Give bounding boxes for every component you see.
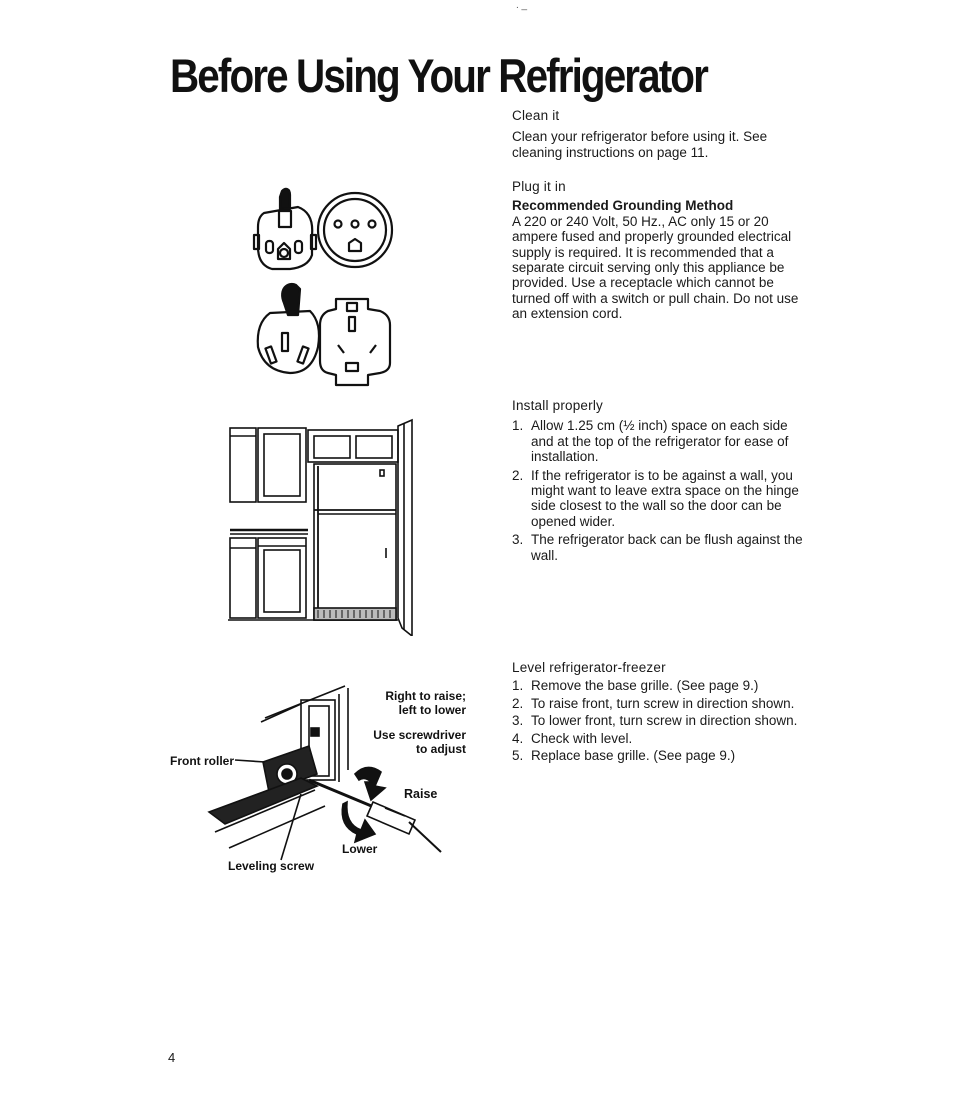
list-item — [512, 713, 812, 728]
clean-text: Clean your refrigerator before using it. See cleaning instructions on page 11. — [512, 129, 768, 160]
list-number: 2. — [512, 467, 524, 483]
list-number: 2. — [512, 695, 524, 711]
label-line: Right to raise; — [385, 689, 466, 703]
list-item — [512, 468, 810, 530]
top-mark: . _ — [516, 0, 528, 11]
list-text: Allow 1.25 cm (½ inch) space on each side and at the top of the refrigerator for ease of installation. — [531, 418, 789, 465]
list-text: Replace base grille. (See page 9.) — [531, 748, 736, 764]
clean-section — [512, 108, 812, 160]
list-item — [512, 748, 812, 763]
install-heading: Install properly — [512, 398, 603, 413]
list-number: 5. — [512, 748, 524, 764]
leveling-screw-label: Leveling screw — [228, 859, 315, 873]
installation-illustration — [228, 418, 418, 636]
level-list — [512, 678, 812, 763]
refrigerator-icon — [314, 464, 396, 620]
lower-label: Lower — [342, 842, 378, 856]
list-number: 1. — [512, 678, 524, 694]
label-line: to adjust — [416, 742, 466, 756]
side-panel — [398, 420, 412, 636]
grounding-subheading: Recommended Grounding Method — [512, 198, 734, 214]
list-text: The refrigerator back can be flush against the wall. — [531, 532, 803, 563]
list-item — [512, 532, 810, 563]
raise-label: Raise — [404, 787, 438, 801]
list-item — [512, 418, 810, 464]
install-list — [512, 418, 810, 563]
ground-pin-icon — [279, 211, 291, 227]
list-text: If the refrigerator is to be against a wall, you might want to leave extra space on the hinge side closest to the wall so the door can be opened wider. — [531, 467, 799, 529]
right-to-raise-label — [384, 689, 466, 717]
install-section — [512, 398, 810, 566]
list-item — [512, 731, 812, 746]
list-number: 4. — [512, 730, 524, 746]
label-line: left to lower — [398, 703, 466, 717]
list-number: 1. — [512, 418, 524, 434]
plug-text: A 220 or 240 Volt, 50 Hz., AC only 15 or 20 ampere fused and properly grounded electrical supply is required. It is recommended that a separate circuit serving only this appliance be provided. Use a receptacle which cannot be turned off with a switch or pull chain. Do not use an extension cord. — [512, 213, 799, 322]
raise-arrow-icon — [355, 767, 385, 800]
use-screwdriver-label — [360, 728, 466, 756]
page-title: Before Using Your Refrigerator — [170, 49, 707, 102]
list-item — [512, 696, 812, 711]
label-line: Use screwdriver — [373, 728, 466, 742]
list-number: 3. — [512, 532, 524, 548]
list-text: To raise front, turn screw in direction shown. — [531, 695, 795, 711]
list-item — [512, 678, 812, 693]
clean-heading: Clean it — [512, 108, 560, 123]
round-receptacle-icon — [318, 193, 392, 267]
cord-icon — [280, 189, 290, 209]
level-heading: Level refrigerator-freezer — [512, 660, 666, 675]
page-number: 4 — [168, 1050, 176, 1065]
list-text: Remove the base grille. (See page 9.) — [531, 678, 759, 694]
list-number: 3. — [512, 713, 524, 729]
list-text: To lower front, turn screw in direction shown. — [531, 713, 798, 729]
plug-section — [512, 179, 812, 322]
level-section — [512, 660, 812, 765]
plug-receptacle-illustration — [250, 185, 410, 390]
plug-heading: Plug it in — [512, 179, 566, 194]
cord-icon — [282, 284, 300, 315]
front-roller-label: Front roller — [170, 754, 235, 768]
list-text: Check with level. — [531, 730, 633, 746]
